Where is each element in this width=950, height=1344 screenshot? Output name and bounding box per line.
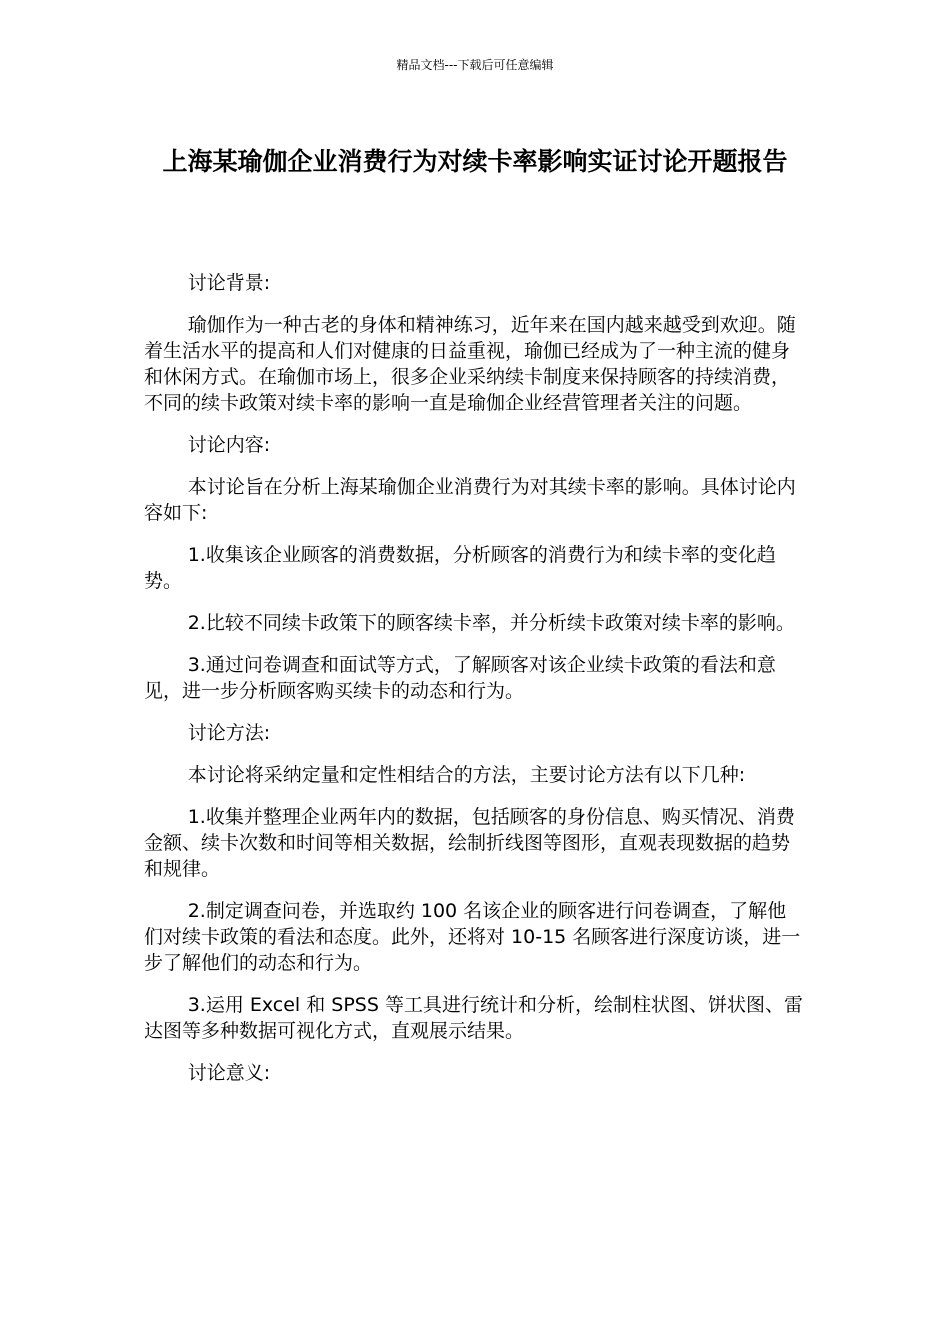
section-heading-significance: 讨论意义: — [187, 1062, 271, 1084]
content-item-2: 2.比较不同续卡政策下的顾客续卡率，并分析续卡政策对续卡率的影响。 — [187, 612, 795, 634]
method-item-2: 2.制定调查问卷，并选取约 100 名该企业的顾客进行问卷调查，了解他们对续卡政策的看法和态度。此外，还将对 10-15 名顾客进行深度访谈，进一步了解他们的动态和行为。 — [144, 900, 801, 974]
section-heading-method: 讨论方法: — [187, 722, 271, 744]
method-item-3: 3.运用 Excel 和 SPSS 等工具进行统计和分析，绘制柱状图、饼状图、雷达图等多种数据可视化方式，直观展示结果。 — [144, 994, 803, 1042]
method-item-1: 1.收集并整理企业两年内的数据，包括顾客的身份信息、购买情况、消费金额、续卡次数和时间等相关数据，绘制折线图等图形，直观表现数据的趋势和规律。 — [144, 806, 795, 880]
content-item-1: 1.收集该企业顾客的消费数据，分析顾客的消费行为和续卡率的变化趋势。 — [144, 544, 776, 592]
paragraph-method-intro: 本讨论将采纳定量和定性相结合的方法，主要讨论方法有以下几种: — [187, 764, 746, 786]
paragraph-background: 瑜伽作为一种古老的身体和精神练习，近年来在国内越来越受到欢迎。随着生活水平的提高和人们对健康的日益重视，瑜伽已经成为了一种主流的健身和休闲方式。在瑜伽市场上，很多企业采纳续卡制度来保持顾客的持续消费，不同的续卡政策对续卡率的影响一直是瑜伽企业经营管理者关注的问题。 — [144, 314, 796, 414]
section-heading-content: 讨论内容: — [187, 434, 271, 456]
document-body — [144, 270, 804, 1102]
content-item-3: 3.通过问卷调查和面试等方式，了解顾客对该企业续卡政策的看法和意见，进一步分析顾客购买续卡的动态和行为。 — [144, 654, 776, 702]
header-note: 精品文档---下载后可任意编辑 — [396, 58, 554, 72]
paragraph-content-intro: 本讨论旨在分析上海某瑜伽企业消费行为对其续卡率的影响。具体讨论内容如下: — [144, 476, 796, 524]
document-title: 上海某瑜伽企业消费行为对续卡率影响实证讨论开题报告 — [162, 147, 788, 176]
section-heading-background: 讨论背景: — [187, 272, 271, 294]
